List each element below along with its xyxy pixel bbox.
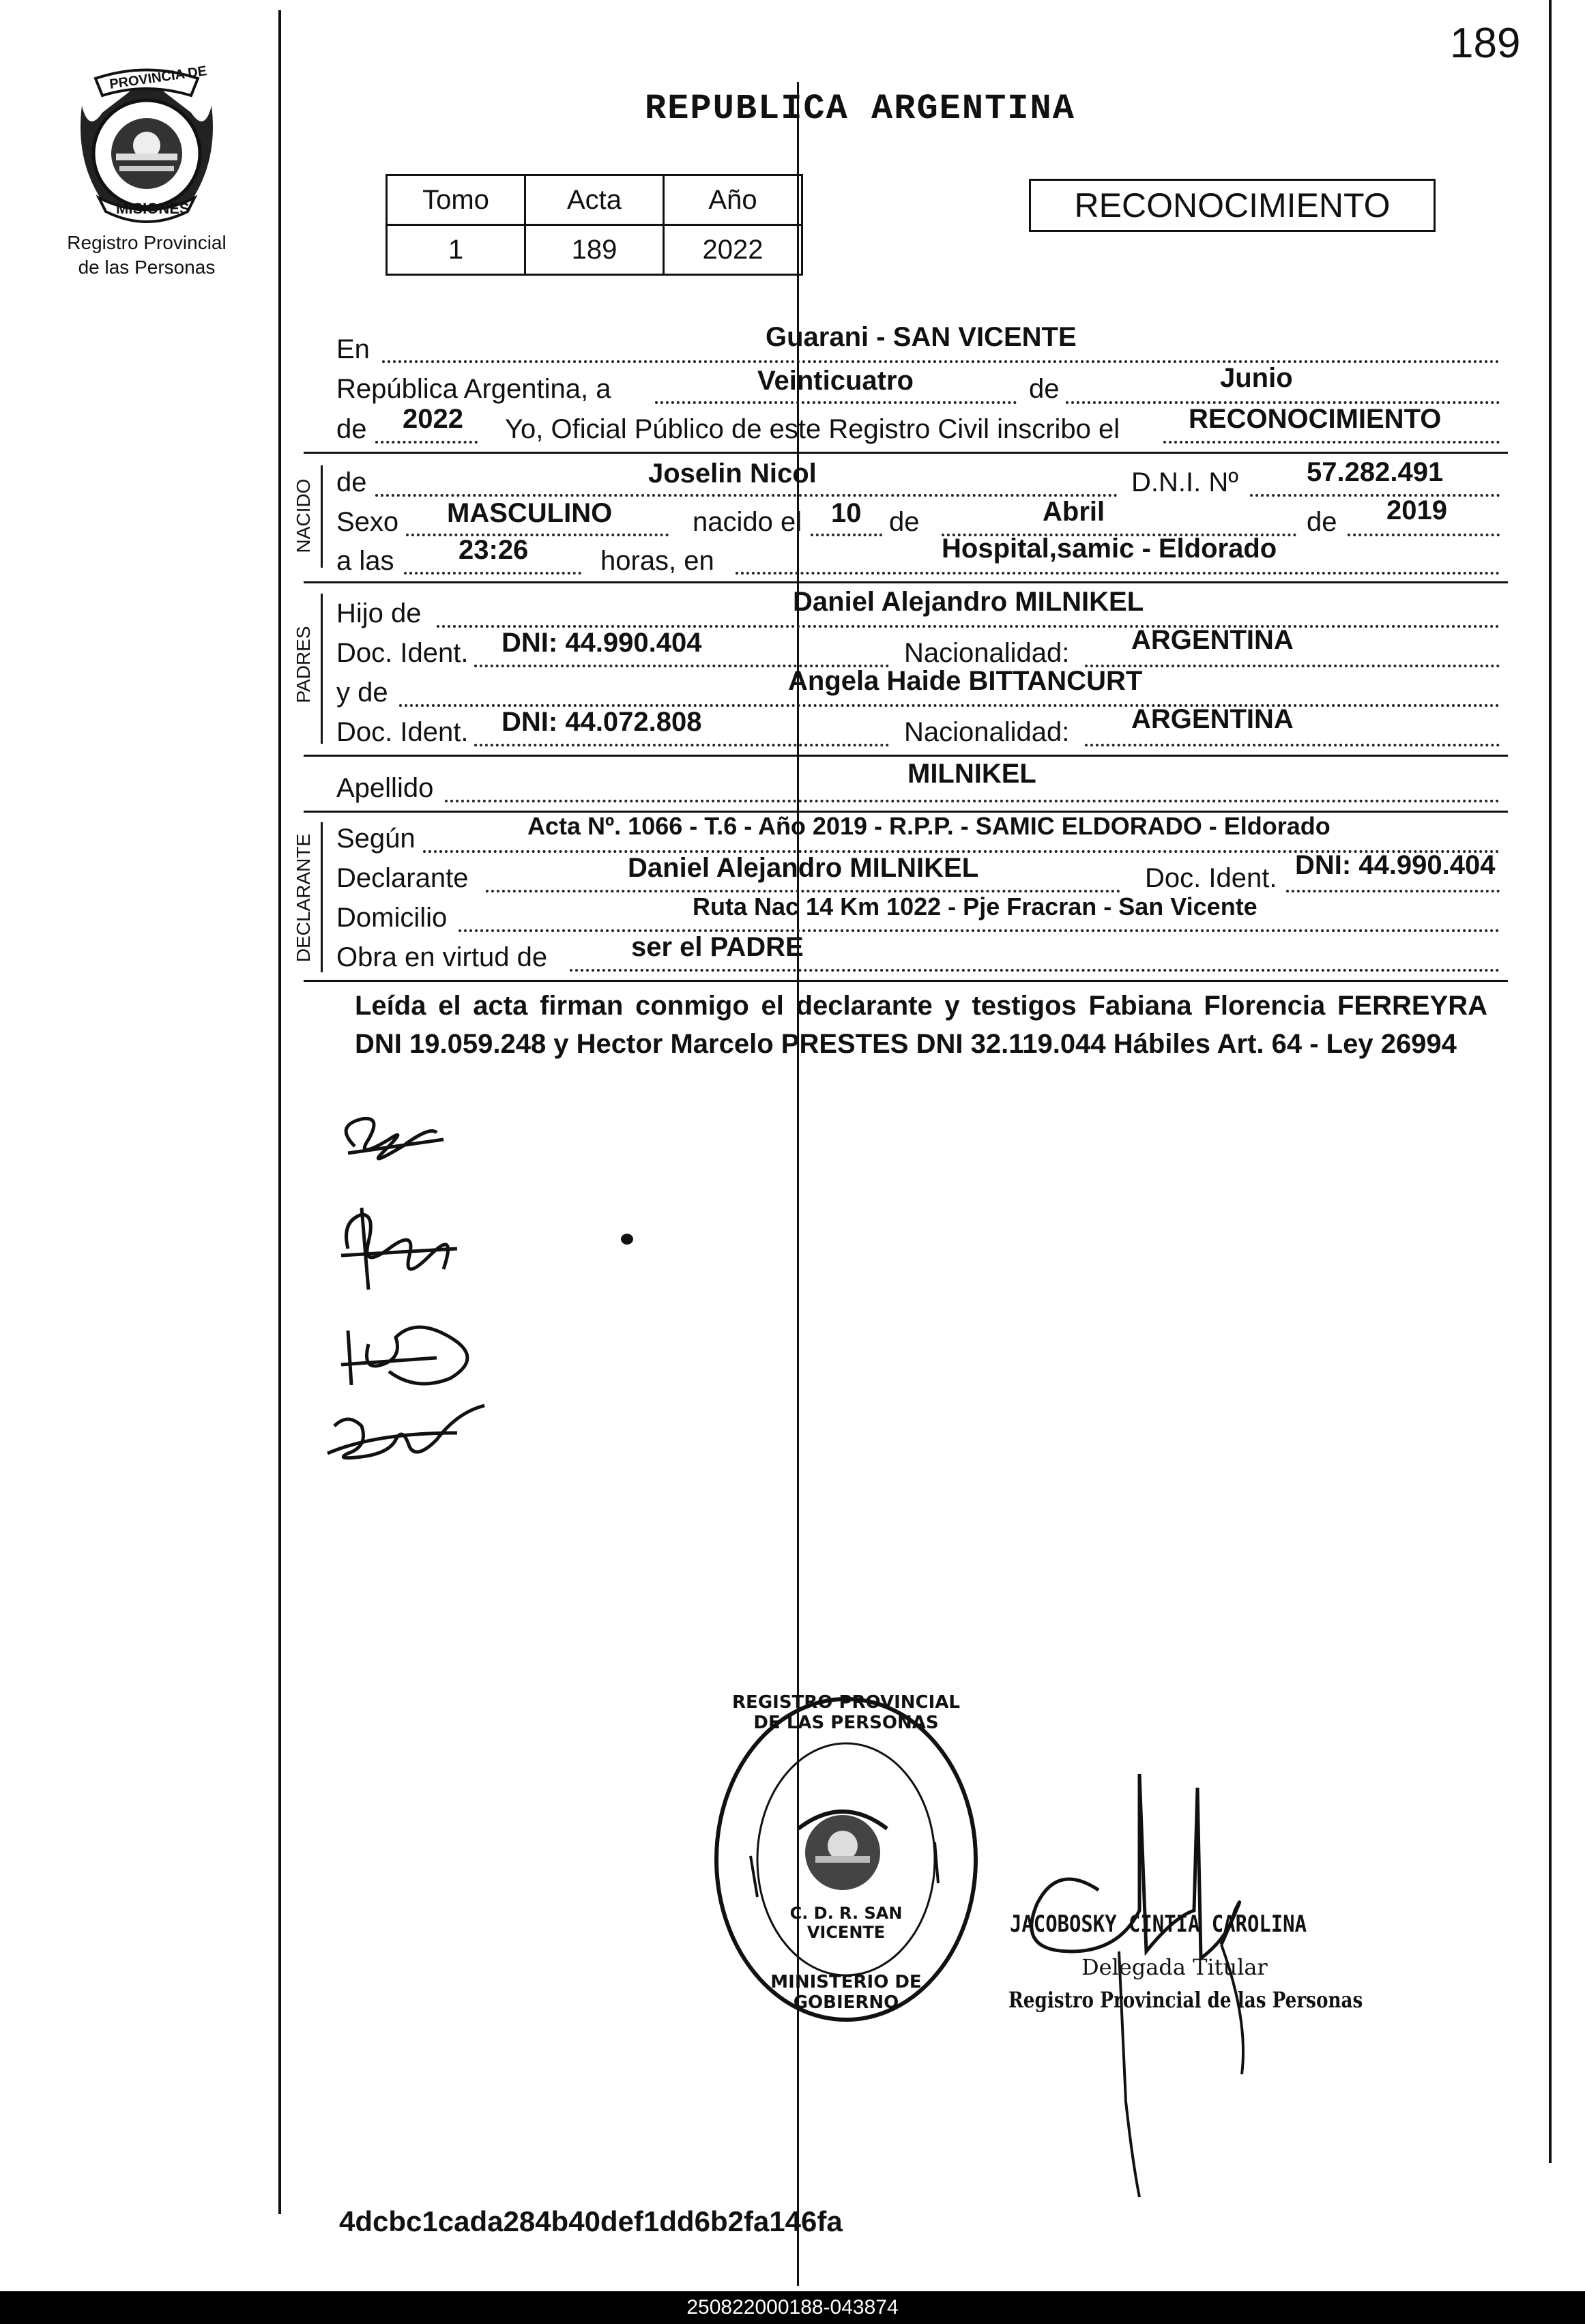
dots-tipo <box>1163 441 1500 444</box>
acta-header: Acta <box>525 175 664 225</box>
dots-apellido <box>445 800 1500 802</box>
label-horas-en: horas, en <box>600 546 714 576</box>
document-hash: 4dcbc1cada284b40def1dd6b2fa146fa <box>339 2205 843 2237</box>
record-table-header <box>387 175 802 225</box>
dots-madre-doc <box>474 744 889 746</box>
dots-hora <box>404 572 581 575</box>
value-declarante-doc: DNI: 44.990.404 <box>1295 850 1496 880</box>
dots-domicilio <box>459 929 1500 932</box>
divider-1 <box>304 452 1508 454</box>
label-doc-ident-2: Doc. Ident. <box>336 717 469 747</box>
logo-caption-2: de las Personas <box>78 257 216 278</box>
dots-declarante-doc <box>1286 890 1500 892</box>
value-declarante: Daniel Alejandro MILNIKEL <box>628 853 979 883</box>
value-padre-doc: DNI: 44.990.404 <box>501 628 702 658</box>
side-label-nacido: NACIDO <box>293 478 314 553</box>
divider-5 <box>304 980 1508 982</box>
dots-nac-dia <box>811 534 882 536</box>
logo-ring-top: PROVINCIA DE <box>108 63 208 92</box>
tomo-value: 1 <box>387 225 525 275</box>
tomo-header: Tomo <box>387 175 525 225</box>
side-label-declarante: DECLARANTE <box>293 833 314 963</box>
label-doc-ident-1: Doc. Ident. <box>336 638 469 668</box>
official-role: Delegada Titular <box>1081 1954 1268 1980</box>
logo-ring-bottom: MISIONES <box>116 200 190 217</box>
value-dia: Veinticuatro <box>757 366 914 396</box>
official-name: JACOBOSKY CINTIA CAROLINA <box>1010 1911 1307 1938</box>
value-sexo: MASCULINO <box>447 498 613 528</box>
left-margin-line <box>278 10 281 2214</box>
label-de-anio: de <box>1307 507 1337 537</box>
dots-lugar-nac <box>736 572 1500 575</box>
record-table-values <box>387 225 802 275</box>
seal-bottom-text: MINISTERIO DE GOBIERNO <box>770 1972 922 2013</box>
label-de-mes: de <box>889 507 920 537</box>
value-lugar: Guarani - SAN VICENTE <box>766 322 1077 352</box>
label-oficial: Yo, Oficial Público de este Registro Civil inscribo el <box>505 414 1120 444</box>
value-nombre: Joselin Nicol <box>648 459 817 489</box>
side-label-padres: PADRES <box>293 626 314 703</box>
logo-caption-1: Registro Provincial <box>67 232 227 253</box>
dots-anio <box>375 441 478 444</box>
nacido-side-line <box>321 465 323 568</box>
value-nac-dia: 10 <box>831 498 862 528</box>
divider-3 <box>304 755 1508 757</box>
footer-code: 250822000188-043874 <box>0 2291 1585 2324</box>
value-madre-doc: DNI: 44.072.808 <box>501 707 702 737</box>
dots-obra <box>570 969 1500 972</box>
value-nac-anio: 2019 <box>1386 495 1447 525</box>
record-table <box>386 174 803 276</box>
province-logo <box>68 65 225 229</box>
acta-value: 189 <box>525 225 664 275</box>
label-hijo-de: Hijo de <box>336 598 422 628</box>
label-y-de: y de <box>336 678 388 708</box>
padres-side-line <box>321 594 323 744</box>
dots-madre-nac <box>1085 744 1500 746</box>
label-apellido: Apellido <box>336 773 434 803</box>
label-domicilio: Domicilio <box>336 903 448 933</box>
value-domicilio: Ruta Nac 14 Km 1022 - Pje Fracran - San Vicente <box>693 892 1257 920</box>
label-de-year: de <box>336 414 367 444</box>
dots-dia <box>655 401 1017 404</box>
label-de-month: de <box>1029 374 1060 404</box>
ink-dot <box>621 1234 633 1245</box>
value-padre-nac: ARGENTINA <box>1131 625 1294 655</box>
handwritten-signatures <box>321 1112 498 1494</box>
value-anio: 2022 <box>403 404 463 434</box>
label-en: En <box>336 334 370 364</box>
anio-value: 2022 <box>664 225 802 275</box>
declarante-side-line <box>321 822 323 972</box>
label-doc-ident-3: Doc. Ident. <box>1145 863 1277 893</box>
value-nac-mes: Abril <box>1043 497 1105 527</box>
seal-ring-text: REGISTRO PROVINCIAL DE LAS PERSONAS <box>732 1692 960 1733</box>
value-hora: 23:26 <box>459 535 529 565</box>
dots-sexo <box>406 534 669 536</box>
doc-type-box: RECONOCIMIENTO <box>1029 179 1436 232</box>
value-tipo: RECONOCIMIENTO <box>1189 404 1442 434</box>
dots-padre-nac <box>1085 665 1500 667</box>
right-margin-line <box>1549 0 1552 2163</box>
page-number: 189 <box>1450 20 1521 67</box>
value-apellido: MILNIKEL <box>907 759 1036 789</box>
label-a-las: a las <box>336 546 394 576</box>
value-padre: Daniel Alejandro MILNIKEL <box>793 587 1144 617</box>
official-office: Registro Provincial de las Personas <box>1008 1987 1363 2013</box>
label-segun: Según <box>336 824 416 854</box>
label-republica: República Argentina, a <box>336 374 611 404</box>
value-lugar-nac: Hospital,samic - Eldorado <box>942 534 1277 564</box>
label-nacionalidad-2: Nacionalidad: <box>904 717 1070 747</box>
divider-2 <box>304 581 1508 583</box>
dots-nombre <box>375 494 1118 497</box>
label-sexo: Sexo <box>336 507 399 537</box>
label-nacionalidad-1: Nacionalidad: <box>904 638 1070 668</box>
dots-en <box>382 360 1500 363</box>
value-madre-nac: ARGENTINA <box>1131 704 1294 734</box>
seal-inner-text: C. D. R. SAN VICENTE <box>789 1904 903 1942</box>
value-madre: Angela Haide BITTANCURT <box>788 666 1143 696</box>
label-obra: Obra en virtud de <box>336 942 548 972</box>
dots-nac-anio <box>1348 534 1500 536</box>
value-mes: Junio <box>1220 363 1293 393</box>
label-nacido-el: nacido el <box>693 507 802 537</box>
dots-dni <box>1250 494 1500 497</box>
value-obra: ser el PADRE <box>631 932 804 962</box>
closing-paragraph: Leída el acta firman conmigo el declarante y testigos Fabiana Florencia FERREYRA DNI 19.059.248 y Hector Marcelo PRESTES DNI 32.119.044 Hábiles Art. 64 - Ley 26994 <box>355 991 1487 1059</box>
label-de-name: de <box>336 467 367 497</box>
page-title: REPUBLICA ARGENTINA <box>645 89 1075 129</box>
label-declarante: Declarante <box>336 863 469 893</box>
value-segun: Acta Nº. 1066 - T.6 - Año 2019 - R.P.P. - SAMIC ELDORADO - Eldorado <box>527 812 1330 840</box>
label-dni: D.N.I. Nº <box>1131 467 1238 497</box>
anio-header: Año <box>664 175 802 225</box>
value-dni: 57.282.491 <box>1307 457 1444 487</box>
